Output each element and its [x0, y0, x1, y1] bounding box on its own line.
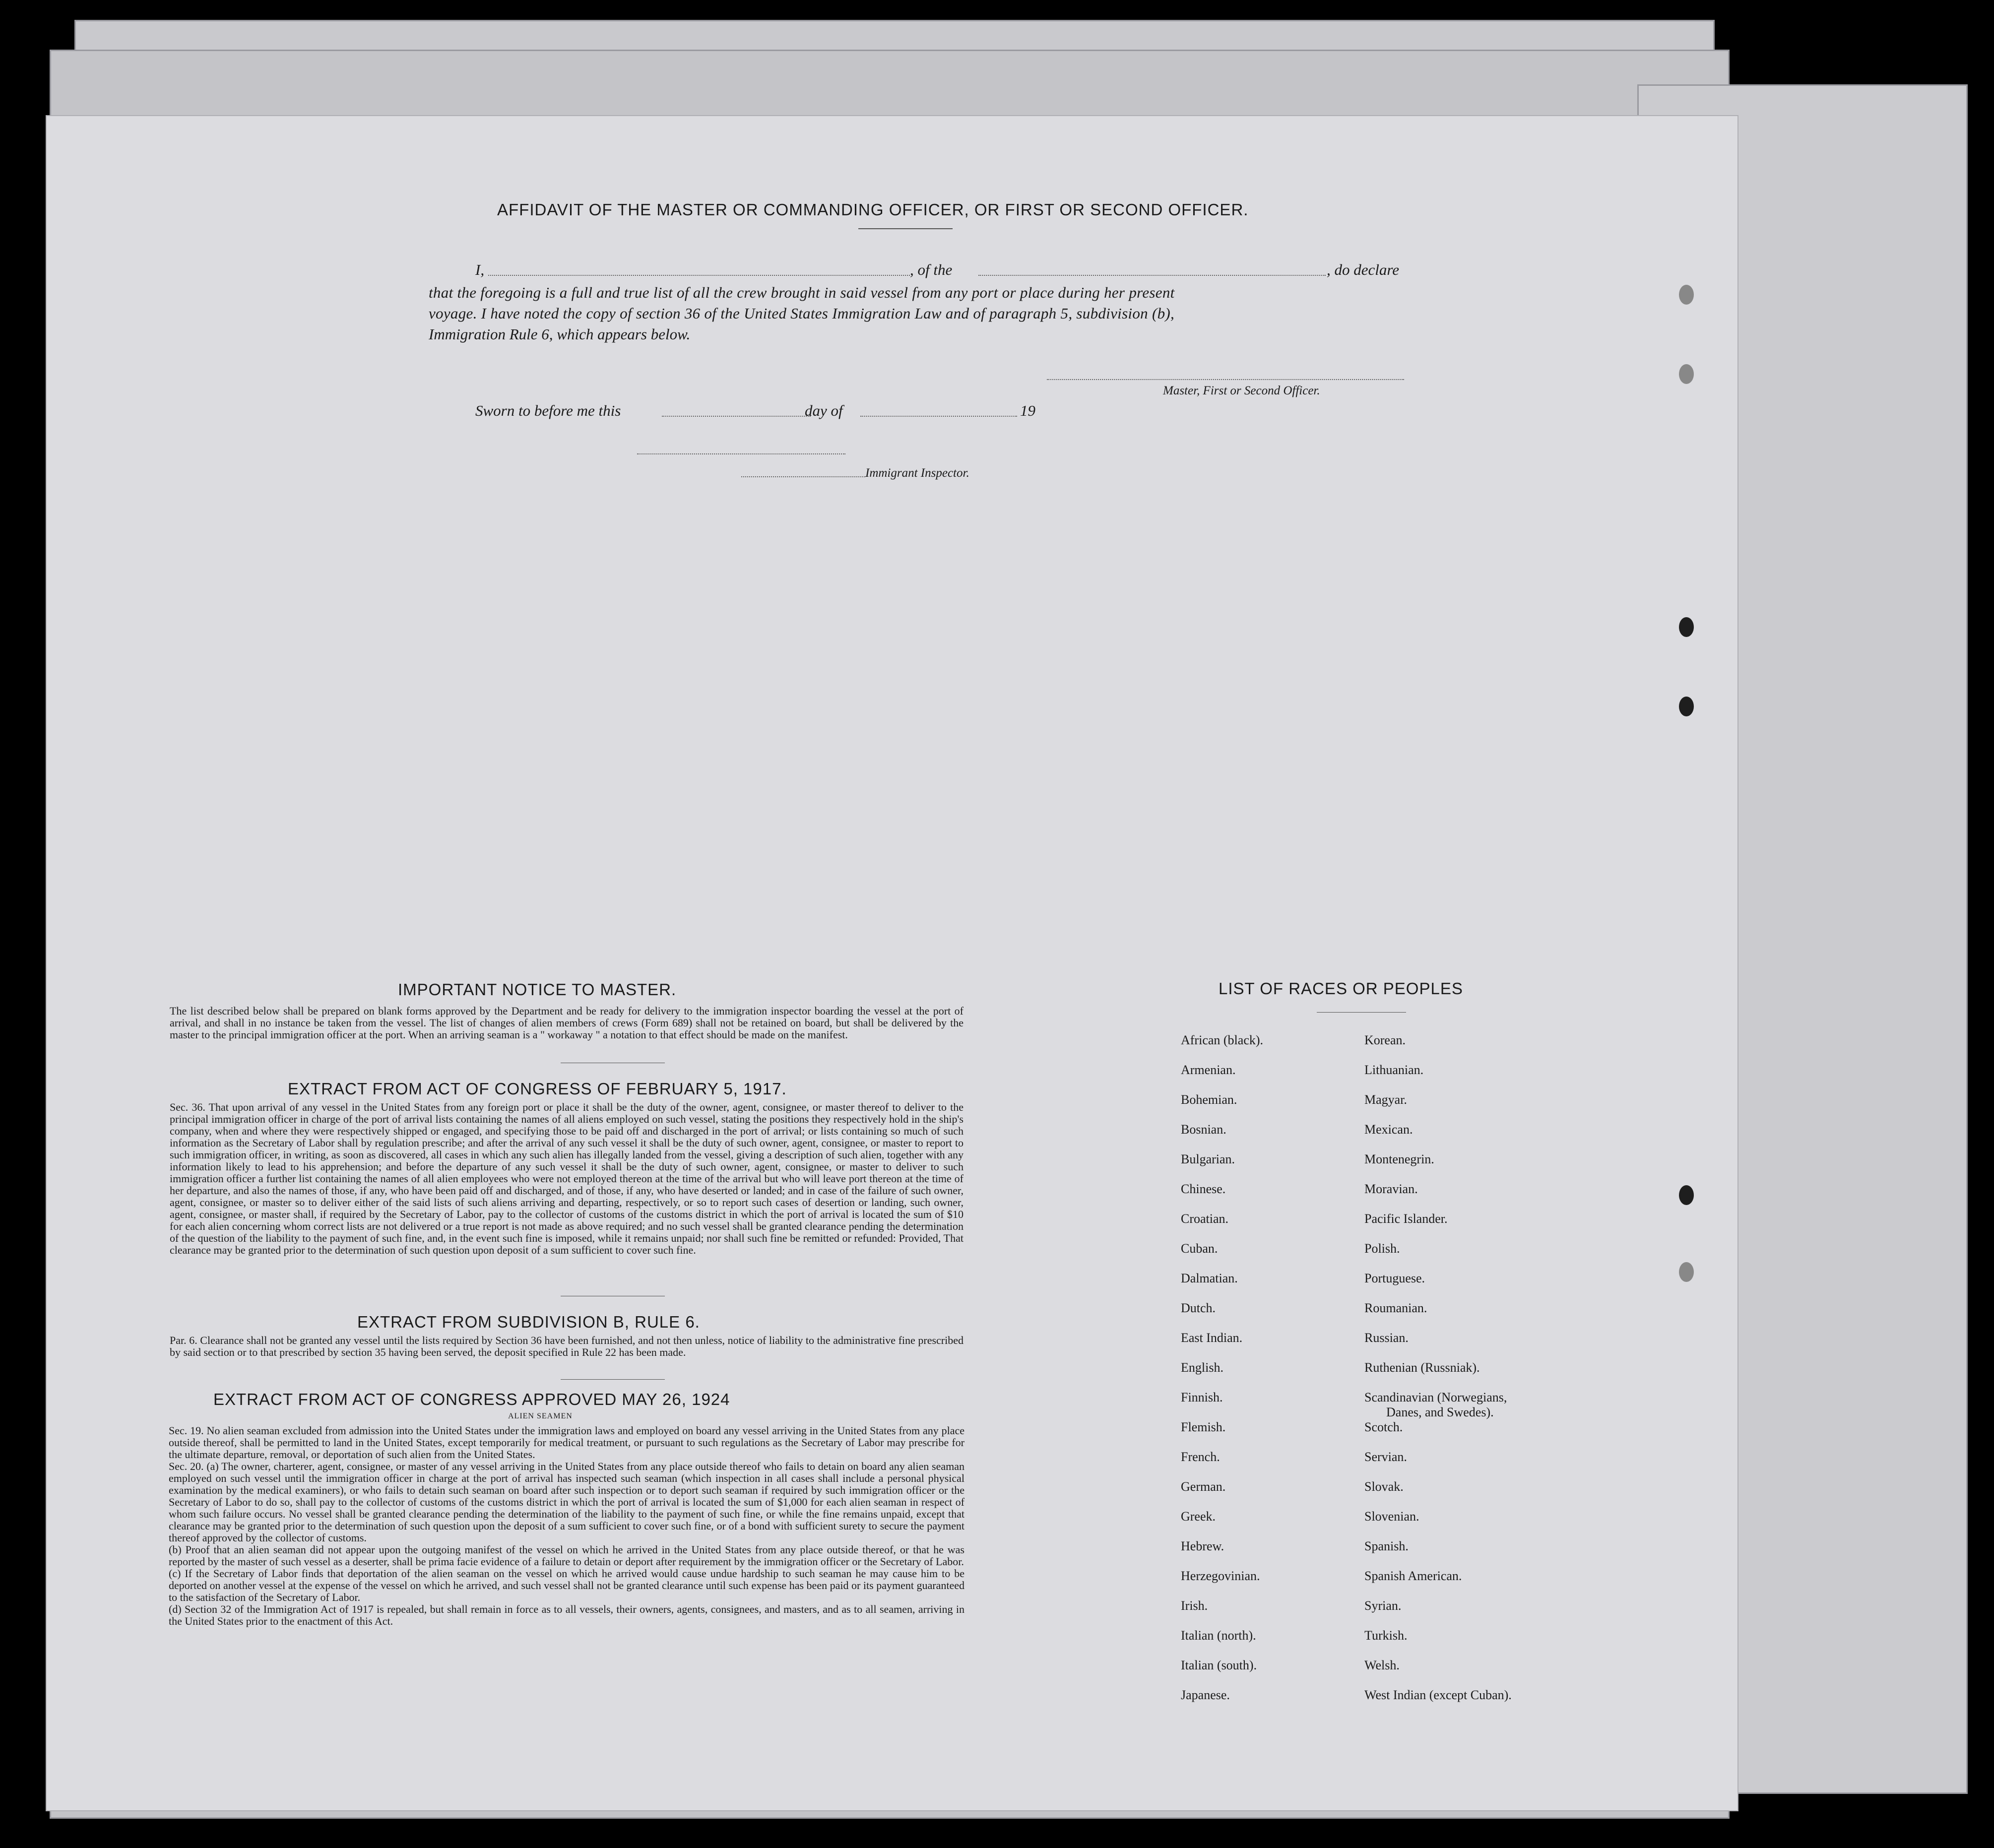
race-item: Herzegovinian. [1181, 1569, 1260, 1583]
race-item: Bulgarian. [1181, 1152, 1235, 1166]
race-item: Chinese. [1181, 1182, 1226, 1196]
race-item: East Indian. [1181, 1331, 1243, 1345]
race-item: Irish. [1181, 1598, 1208, 1613]
inspector-label: Immigrant Inspector. [865, 466, 969, 480]
inspector-blank[interactable] [741, 476, 865, 477]
affidavit-line: voyage. I have noted the copy of section 36 of the United States Immigration Law and of paragraph 5, subdivision (b), [429, 305, 1175, 322]
affidavit-do-declare: , do declare [1327, 261, 1400, 278]
master-signature-blank[interactable] [1047, 379, 1404, 380]
rule6-text: Par. 6. Clearance shall not be granted any vessel until the lists required by Section 36 have been furnished, and not then unless, notice of liability to the administrative fine prescribed by said section or to that prescribed by section 35 having been served, the deposit specified in Rule 22 has been made. [170, 1334, 964, 1358]
extract-1924-paragraph: Sec. 20. (a) The owner, charterer, agent, consignee, or master of any vessel arriving in the United States from any place outside thereof who fails to detain on board any alien seaman employed on such vessel until the immigration officer in charge at the port of arrival has inspected such seaman (which inspection in all cases shall include a personal physical examination by the medical examiners), or who fails to detain such seaman on board after such inspection or to deport such seaman if required by such immigration officer or the Secretary of Labor to do so, shall pay to the collector of customs of the customs district in which the port of arrival is located the sum of $1,000 for each alien seaman in respect of whom such failure occurs. No vessel shall be granted clearance pending the determination of the liability to the payment of such fine, or while the fine remains unpaid, except that clearance may be granted prior to the determination of such question upon the deposit of a sum sufficient to cover such fine, or of a bond with sufficient surety to secure the payment thereof approved by the collector of customs. [169, 1460, 965, 1544]
race-item: Slovenian. [1364, 1509, 1419, 1524]
binder-hole [1679, 1262, 1694, 1282]
manifest-page [46, 115, 1738, 1811]
section-rule [561, 1379, 665, 1380]
race-item: Bohemian. [1181, 1092, 1237, 1107]
race-item: Russian. [1364, 1331, 1409, 1345]
affidavit-i-label: I, [475, 261, 485, 278]
extract-1924-paragraph: (c) If the Secretary of Labor finds that deportation of the alien seaman on the vessel on which he arrived would cause undue hardship to such seaman he may cause him to be deported on another vessel at the expense of the vessel on which he arrived, and such vessel shall not be granted clearance until such expense has been paid or its payment guaranteed to the satisfaction of the Secretary of Labor. [169, 1567, 965, 1603]
day-of-label: day of [805, 402, 843, 419]
race-item: French. [1181, 1450, 1220, 1464]
extract-1924-subtitle: ALIEN SEAMEN [508, 1412, 573, 1420]
race-item: Portuguese. [1364, 1271, 1425, 1285]
extract-1924-paragraph: Sec. 19. No alien seaman excluded from admission into the United States under the immigration laws and employed on board any vessel arriving in the United States from any place outside thereof, shall be permitted to land in the United States, except temporarily for medical treatment, or pursuant to such regulations as the Secretary of Labor may prescribe for the ultimate departure, removal, or deportation of such alien from the United States. [169, 1424, 965, 1461]
affidavit-title: AFFIDAVIT OF THE MASTER OR COMMANDING OFFICER, OR FIRST OR SECOND OFFICER. [497, 200, 1249, 219]
race-item: Dutch. [1181, 1301, 1216, 1315]
race-item: Montenegrin. [1364, 1152, 1434, 1166]
race-item: Finnish. [1181, 1390, 1223, 1404]
inspector-signature-blank[interactable] [637, 453, 845, 454]
race-item: German. [1181, 1479, 1226, 1494]
rule6-title: EXTRACT FROM SUBDIVISION B, RULE 6. [357, 1313, 700, 1331]
year-label: 19 [1020, 402, 1035, 419]
race-item: Lithuanian. [1364, 1063, 1424, 1077]
binder-hole [1679, 285, 1694, 305]
race-item: African (black). [1181, 1033, 1264, 1047]
race-item: Servian. [1364, 1450, 1407, 1464]
race-item: Scotch. [1364, 1420, 1403, 1434]
affidavit-of-the: , of the [910, 261, 953, 278]
race-item: Greek. [1181, 1509, 1216, 1524]
race-item: Spanish American. [1364, 1569, 1462, 1583]
race-item: Armenian. [1181, 1063, 1236, 1077]
sworn-label: Sworn to before me this [475, 402, 621, 419]
race-item: Magyar. [1364, 1092, 1407, 1107]
race-item: Dalmatian. [1181, 1271, 1238, 1285]
race-item: Moravian. [1364, 1182, 1418, 1196]
race-item: Ruthenian (Russniak). [1364, 1360, 1480, 1375]
race-item: Hebrew. [1181, 1539, 1224, 1553]
sworn-month-blank[interactable] [860, 416, 1017, 417]
race-item: Danes, and Swedes). [1386, 1405, 1494, 1419]
race-item: Flemish. [1181, 1420, 1226, 1434]
races-title: LIST OF RACES OR PEOPLES [1219, 979, 1463, 998]
race-item: Scandinavian (Norwegians, [1364, 1390, 1507, 1404]
name-blank[interactable] [488, 275, 910, 276]
race-item: English. [1181, 1360, 1223, 1375]
extract-1924-paragraph: (b) Proof that an alien seaman did not appear upon the outgoing manifest of the vessel on which he arrived in the United States from any place outside thereof, or that he was reported by the master of such vessel as a deserter, shall be prima facie evidence of a failure to detain or deport after requirement by the immigration officer or the Secretary of Labor. [169, 1543, 965, 1568]
race-item: Japanese. [1181, 1688, 1230, 1702]
race-item: Spanish. [1364, 1539, 1409, 1553]
race-item: Pacific Islander. [1364, 1211, 1448, 1226]
notice-text: The list described below shall be prepared on blank forms approved by the Department and be ready for delivery to the immigration inspector boarding the vessel at the port of arrival, and shall in no instance be taken from the vessel. The list of changes of alien members of crews (Form 689) shall not be retained on board, but shall be delivered by the master to the principal immigration officer at the port. When an arriving seaman is a " workaway " a notation to that effect should be made on the manifest. [170, 1005, 964, 1041]
races-rule [1317, 1012, 1406, 1013]
extract-1924-text [169, 1425, 965, 1627]
extract-1917-text: Sec. 36. That upon arrival of any vessel in the United States from any foreign port or place it shall be the duty of the owner, agent, consignee, or master thereof to deliver to the principal immigration officer in charge of the port of arrival lists containing the names of all aliens employed on such vessel, stating the positions they respectively hold in the ship's company, when and where they were respectively shipped or engaged, and specifying those to be paid off and discharged in the port of arrival; or lists containing so much of such information as the Secretary of Labor shall by regulation prescribe; and after the arrival of any such vessel it shall be the duty of such owner, agent, consignee, or master to report to such immigration officer, in writing, as soon as discovered, all cases in which any such alien has illegally landed from the vessel, giving a description of such alien, together with any information likely to lead to his apprehension; and before the departure of any such vessel it shall be the duty of such owner, agent, consignee, or master to deliver to such immigration officer a further list containing the names of all alien employees who were not employed thereon at the time of the arrival but who will leave port thereon at the time of her departure, and also the names of those, if any, who have been paid off and discharged, and of those, if any, who have deserted or landed; and in case of the failure of such owner, agent, consignee, or master so to deliver either of the said lists of such aliens arriving and departing, respectively, or so to report such cases of desertion or landing, such owner, agent, consignee, or master shall, if required by the Secretary of Labor, pay to the collector of customs of the customs district in which the port of arrival is located the sum of $10 for each alien concerning whom correct lists are not delivered or a true report is not made as above required; and no such vessel shall be granted clearance pending the determination of the question of the liability to the payment of such fine, and, in the event such fine is imposed, while it remains unpaid; nor shall such fine be remitted or refunded: Provided, That clearance may be granted prior to the determination of such question upon deposit of a sum sufficient to cover such fine. [170, 1101, 964, 1256]
binder-hole [1679, 697, 1694, 716]
affidavit-line: Immigration Rule 6, which appears below. [429, 325, 691, 343]
race-item: West Indian (except Cuban). [1364, 1688, 1512, 1702]
extract-1924-paragraph: (d) Section 32 of the Immigration Act of 1917 is repealed, but shall remain in force as to all vessels, their owners, agents, consignees, and masters, and as to all seamen, arriving in the United States prior to the enactment of this Act. [169, 1603, 965, 1627]
notice-title: IMPORTANT NOTICE TO MASTER. [398, 980, 677, 999]
extract-1917-title: EXTRACT FROM ACT OF CONGRESS OF FEBRUARY 5, 1917. [288, 1080, 787, 1098]
vessel-blank[interactable] [978, 275, 1326, 276]
affidavit-line: that the foregoing is a full and true list of all the crew brought in said vessel from any port or place during her present [429, 284, 1175, 301]
binder-hole [1679, 364, 1694, 384]
race-item: Welsh. [1364, 1658, 1400, 1672]
master-signature-label: Master, First or Second Officer. [1163, 384, 1320, 397]
sworn-day-blank[interactable] [662, 416, 811, 417]
race-item: Italian (south). [1181, 1658, 1257, 1672]
race-item: Cuban. [1181, 1241, 1218, 1256]
race-item: Polish. [1364, 1241, 1400, 1256]
race-item: Turkish. [1364, 1628, 1408, 1643]
race-item: Slovak. [1364, 1479, 1404, 1494]
binder-hole [1679, 1185, 1694, 1205]
race-item: Croatian. [1181, 1211, 1229, 1226]
race-item: Bosnian. [1181, 1122, 1226, 1137]
binder-hole [1679, 617, 1694, 637]
extract-1924-title: EXTRACT FROM ACT OF CONGRESS APPROVED MAY 26, 1924 [213, 1390, 730, 1408]
race-item: Syrian. [1364, 1598, 1402, 1613]
race-item: Italian (north). [1181, 1628, 1256, 1643]
race-item: Roumanian. [1364, 1301, 1427, 1315]
title-rule [858, 228, 953, 229]
race-item: Mexican. [1364, 1122, 1413, 1137]
race-item: Korean. [1364, 1033, 1406, 1047]
